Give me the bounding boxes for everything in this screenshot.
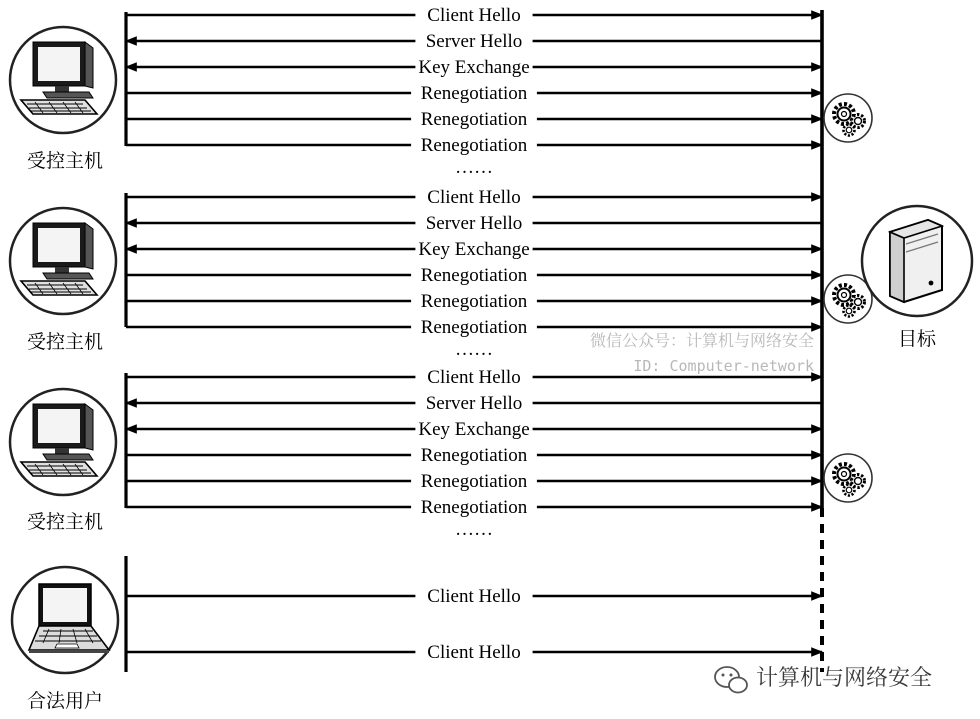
- host-2: [10, 208, 116, 353]
- message-label: Server Hello: [425, 31, 523, 52]
- host-label: 合法用户: [26, 690, 104, 712]
- message-label: Renegotiation: [420, 445, 528, 466]
- desktop-computer-icon: [10, 208, 116, 314]
- watermark: [590, 331, 814, 375]
- ellipsis: ……: [455, 519, 493, 540]
- message-label: Renegotiation: [420, 83, 528, 104]
- wechat-icon: [715, 667, 747, 693]
- host-1: [10, 27, 116, 172]
- message-label: Server Hello: [425, 213, 523, 234]
- host-3: [10, 389, 116, 533]
- message-label: Key Exchange: [418, 419, 530, 440]
- message-label: Key Exchange: [418, 239, 530, 260]
- message-label: Server Hello: [425, 393, 523, 414]
- host-label: 受控主机: [26, 150, 104, 172]
- desktop-computer-icon: [10, 389, 116, 495]
- message-label: Renegotiation: [420, 135, 528, 156]
- message-label: Client Hello: [427, 5, 521, 26]
- laptop-icon: [12, 567, 118, 673]
- ellipsis: ……: [455, 339, 493, 360]
- target: [862, 206, 972, 350]
- message-label: Client Hello: [427, 187, 521, 208]
- message-label: Renegotiation: [420, 291, 528, 312]
- message-labels: [418, 5, 529, 663]
- message-label: Client Hello: [427, 586, 521, 607]
- message-label: Renegotiation: [420, 497, 528, 518]
- brand: [715, 666, 932, 693]
- message-label: Renegotiation: [420, 471, 528, 492]
- message-label: Key Exchange: [418, 57, 530, 78]
- host-label: 受控主机: [26, 331, 104, 353]
- message-label: Renegotiation: [420, 265, 528, 286]
- ellipsis: ……: [455, 157, 493, 178]
- gears-icon: [824, 94, 872, 142]
- message-label: Renegotiation: [420, 317, 528, 338]
- host-label: 受控主机: [26, 511, 104, 533]
- watermark-line2: ID: Computer-network: [633, 357, 814, 375]
- legit-user: [12, 567, 118, 712]
- server-icon: [862, 206, 972, 316]
- message-label: Renegotiation: [420, 109, 528, 130]
- brand-name: 计算机与网络安全: [756, 666, 933, 691]
- gears-icon: [824, 275, 872, 323]
- gears-icon: [824, 454, 872, 502]
- target-label: 目标: [897, 328, 937, 350]
- watermark-line1: 微信公众号：计算机与网络安全: [589, 331, 814, 350]
- message-label: Client Hello: [427, 642, 521, 663]
- desktop-computer-icon: [10, 27, 116, 133]
- message-label: Client Hello: [427, 367, 521, 388]
